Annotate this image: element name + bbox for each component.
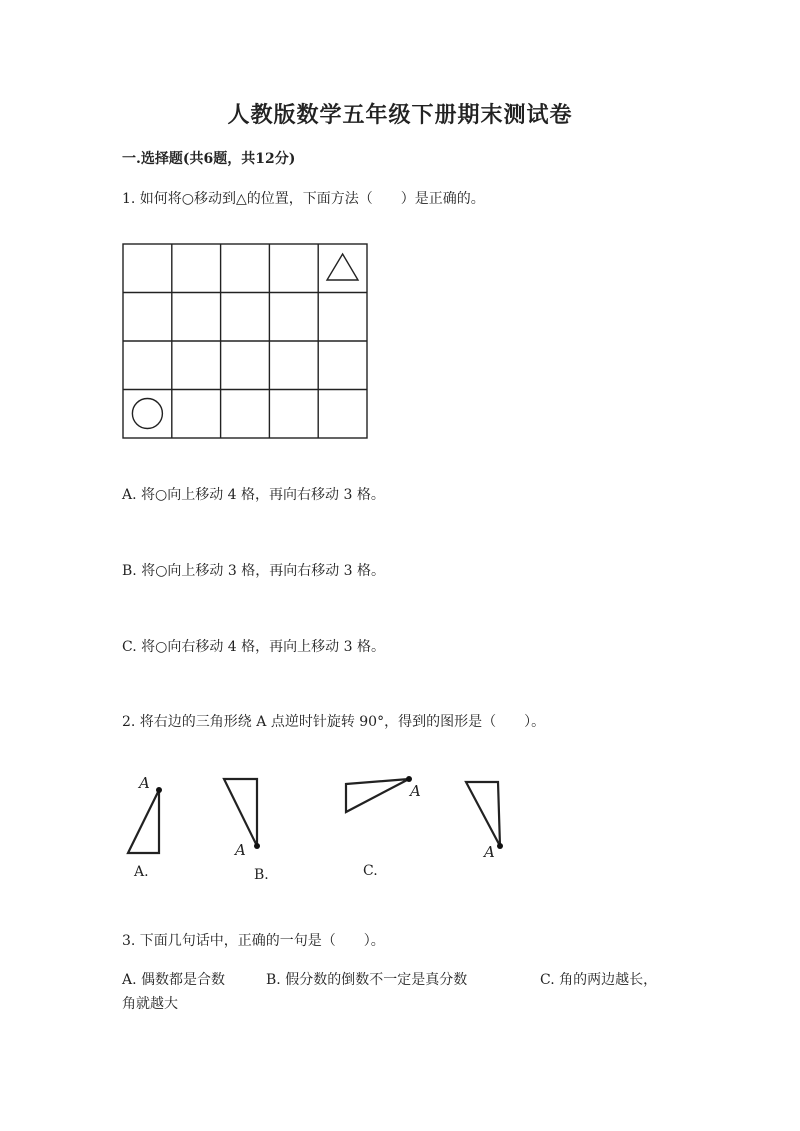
question-1-stem: 1. 如何将○移动到△的位置，下面方法（ ）是正确的。 bbox=[122, 191, 485, 207]
figure-label-b: B. bbox=[254, 867, 269, 883]
question-3-option-c: C. 角的两边越长， bbox=[540, 972, 658, 988]
question-1-option-b: B. 将○向上移动 3 格，再向右移动 3 格。 bbox=[122, 563, 386, 579]
grid-figure bbox=[122, 243, 368, 439]
point-a-dot bbox=[254, 843, 260, 849]
point-a-label: A bbox=[484, 843, 495, 861]
triangle-options-figure bbox=[120, 770, 520, 880]
triangle-option-d bbox=[466, 782, 500, 846]
point-a-dot bbox=[497, 843, 503, 849]
triangle-option-a bbox=[128, 790, 159, 853]
question-3-option-a: A. 偶数都是合数 bbox=[122, 972, 226, 988]
triangle-option-b bbox=[224, 779, 257, 846]
question-3-option-b: B. 假分数的倒数不一定是真分数 bbox=[266, 972, 468, 988]
section-heading: 一.选择题(共6题，共12分) bbox=[122, 151, 296, 167]
point-a-label: A bbox=[139, 774, 150, 792]
point-a-label: A bbox=[410, 782, 421, 800]
circle-shape bbox=[132, 399, 162, 429]
point-a-dot bbox=[156, 787, 162, 793]
page-title: 人教版数学五年级下册期末测试卷 bbox=[227, 102, 573, 128]
question-3-option-c-continued: 角就越大 bbox=[122, 996, 178, 1012]
question-1-option-c: C. 将○向右移动 4 格，再向上移动 3 格。 bbox=[122, 639, 385, 655]
triangle-option-c bbox=[346, 779, 409, 812]
triangle-shape bbox=[327, 254, 358, 280]
question-2-stem: 2. 将右边的三角形绕 A 点逆时针旋转 90°，得到的图形是（ ）。 bbox=[122, 714, 546, 730]
question-1-option-a: A. 将○向上移动 4 格，再向右移动 3 格。 bbox=[122, 487, 385, 503]
figure-label-a: A. bbox=[134, 864, 149, 880]
figure-label-c: C. bbox=[363, 863, 378, 879]
question-3-stem: 3. 下面几句话中，正确的一句是（ ）。 bbox=[122, 933, 385, 949]
point-a-label: A bbox=[235, 841, 246, 859]
